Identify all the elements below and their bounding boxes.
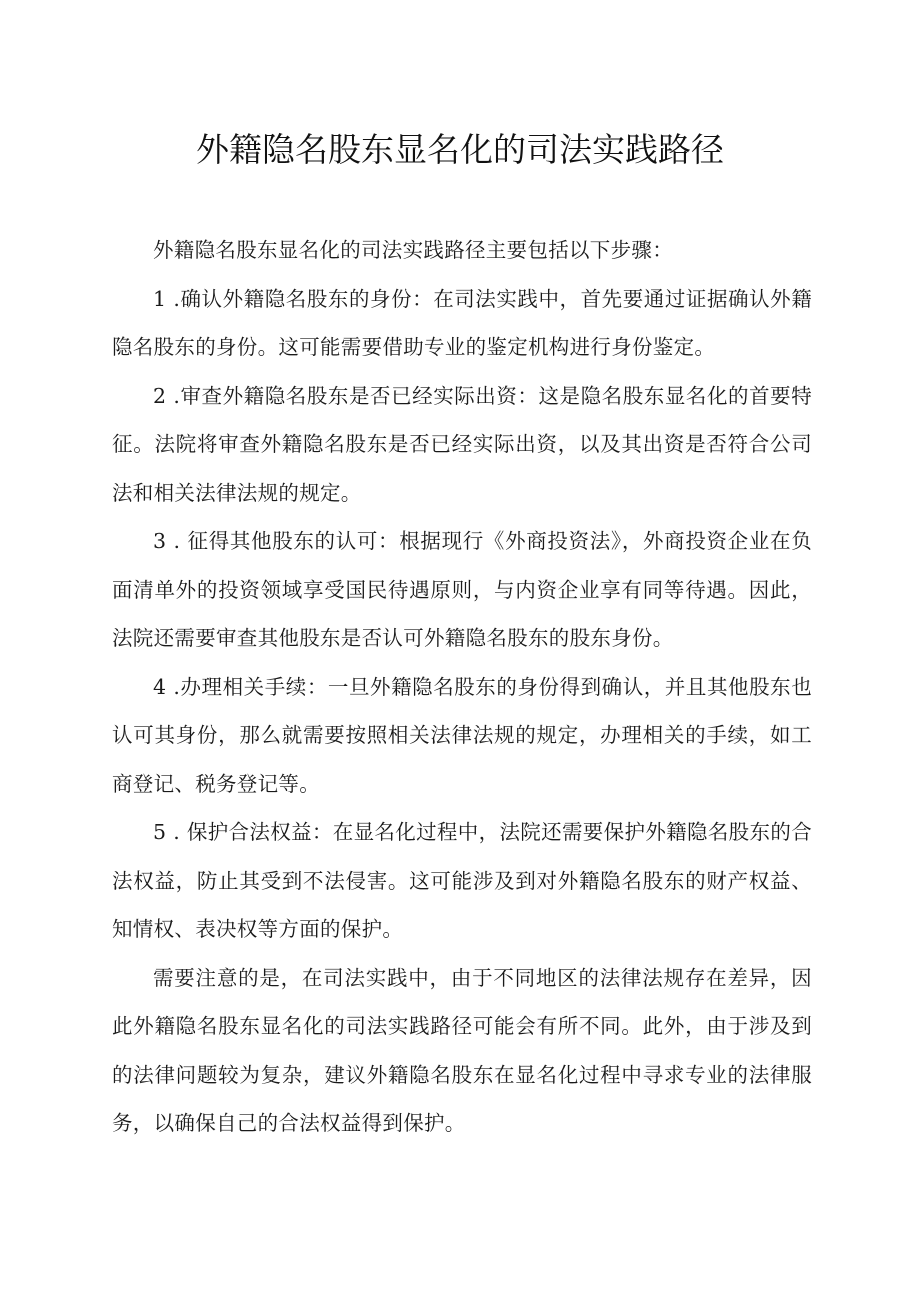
paragraph-note: 需要注意的是，在司法实践中，由于不同地区的法律法规存在差异，因此外籍隐名股东显名化的司法实践路径可能会有所不同。此外，由于涉及到的法律问题较为复杂，建议外籍隐名股东在显名化过程中寻求专业的法律服务，以确保自己的合法权益得到保护。 — [112, 965, 812, 1135]
paragraph-step-1: 1 .确认外籍隐名股东的身份：在司法实践中，首先要通过证据确认外籍隐名股东的身份。这可能需要借助专业的鉴定机构进行身份鉴定。 — [112, 286, 812, 359]
paragraph-step-2: 2 .审查外籍隐名股东是否已经实际出资：这是隐名股东显名化的首要特征。法院将审查外籍隐名股东是否已经实际出资，以及其出资是否符合公司法和相关法律法规的规定。 — [112, 383, 812, 505]
document-title: 外籍隐名股东显名化的司法实践路径 — [196, 130, 724, 169]
paragraph-step-5: 5 . 保护合法权益：在显名化过程中，法院还需要保护外籍隐名股东的合法权益，防止其受到不法侵害。这可能涉及到对外籍隐名股东的财产权益、知情权、表决权等方面的保护。 — [112, 820, 812, 941]
document-body — [112, 226, 812, 1148]
paragraph-step-3: 3 . 征得其他股东的认可：根据现行《外商投资法》，外商投资企业在负面清单外的投资领域享受国民待遇原则，与内资企业享有同等待遇。因此，法院还需要审查其他股东是否认可外籍隐名股东的股东身份。 — [112, 529, 812, 650]
paragraph-intro: 外籍隐名股东显名化的司法实践路径主要包括以下步骤： — [153, 238, 673, 262]
paragraph-step-4: 4 .办理相关手续：一旦外籍隐名股东的身份得到确认，并且其他股东也认可其身份，那么就需要按照相关法律法规的规定，办理相关的手续，如工商登记、税务登记等。 — [112, 674, 812, 796]
